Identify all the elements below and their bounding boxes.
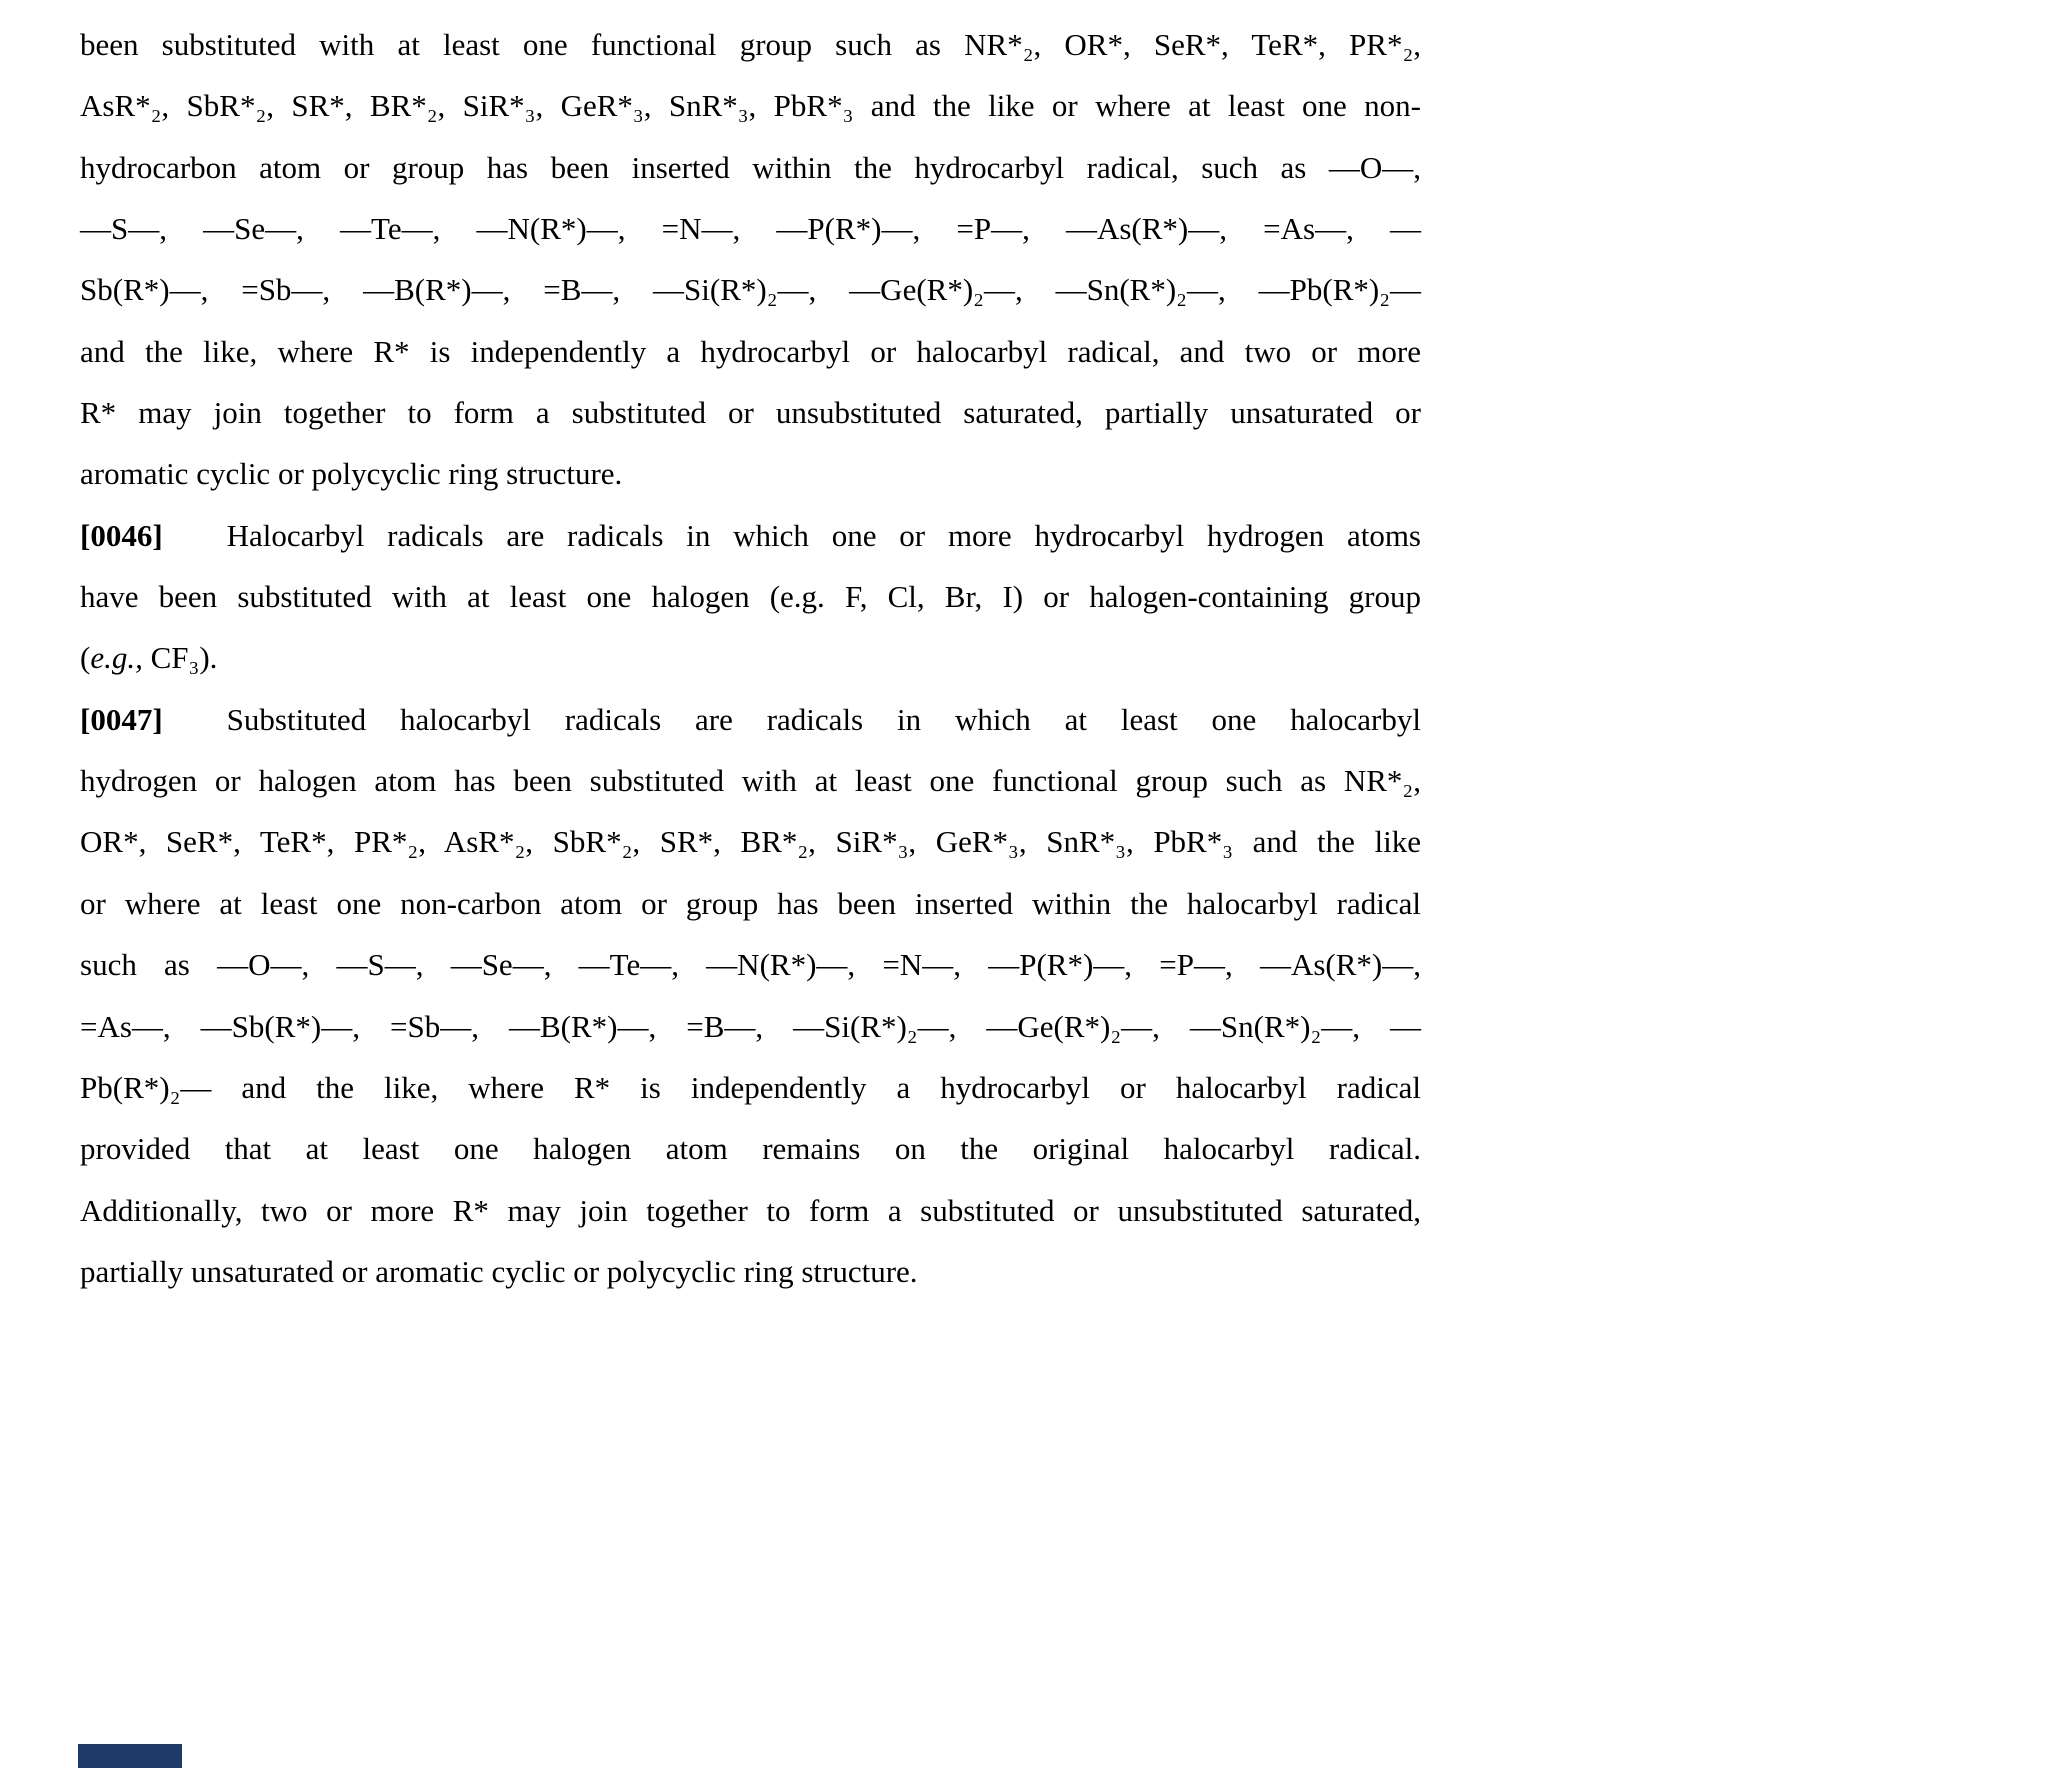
text-line	[80, 75, 1421, 136]
text-run: hydrocarbon atom or group has been inserted within the hydrocarbyl radical, such as —O—,	[80, 149, 1421, 185]
text-line	[80, 1057, 1421, 1118]
text-line	[80, 1241, 1421, 1302]
text-line	[80, 873, 1421, 934]
text-line	[80, 996, 1421, 1057]
text-line	[80, 321, 1421, 382]
text-run: hydrogen or halogen atom has been substituted with at least one functional group such as NR*₂,	[80, 763, 1421, 799]
text-run: been substituted with at least one functional group such as NR*₂, OR*, SeR*, TeR*, PR*₂,	[80, 27, 1421, 62]
text-run: and the like, where R* is independently a hydrocarbyl or halocarbyl radical, and two or more	[80, 333, 1421, 369]
paragraph-number: [0046]	[80, 517, 163, 553]
text-run: or where at least one non-carbon atom or group has been inserted within the halocarbyl radical	[80, 885, 1421, 921]
text-line	[80, 934, 1421, 995]
text-run: =As—, —Sb(R*)—, =Sb—, —B(R*)—, =B—, —Si(R*)₂—, —Ge(R*)₂—, —Sn(R*)₂—, —	[80, 1008, 1421, 1044]
text-line	[80, 689, 1421, 750]
text-line	[80, 137, 1421, 198]
text-line	[80, 198, 1421, 259]
text-run: have been substituted with at least one halogen (e.g. F, Cl, Br, I) or halogen-containing group	[80, 579, 1421, 615]
paragraph-0045-continuation	[80, 14, 1421, 505]
bottom-left-blue-artifact	[78, 1744, 182, 1768]
text-run: Additionally, two or more R* may join together to form a substituted or unsubstituted saturated,	[80, 1192, 1421, 1228]
text-run: Pb(R*)₂— and the like, where R* is independently a hydrocarbyl or halocarbyl radical	[80, 1069, 1421, 1105]
text-run: aromatic cyclic or polycyclic ring structure.	[80, 456, 623, 492]
text-line	[80, 14, 1421, 75]
text-run: AsR*₂, SbR*₂, SR*, BR*₂, SiR*₃, GeR*₃, SnR*₃, PbR*₃ and the like or where at least one non-	[80, 88, 1421, 124]
text-line	[80, 811, 1421, 872]
text-line	[80, 443, 1421, 504]
text-run: Substituted halocarbyl radicals are radicals in which at least one halocarbyl	[226, 701, 1421, 737]
text-run: provided that at least one halogen atom remains on the original halocarbyl radical.	[80, 1131, 1421, 1167]
text-line	[80, 627, 1421, 688]
text-line	[80, 566, 1421, 627]
text-run: (	[80, 640, 91, 676]
paragraph-0047	[80, 689, 1421, 1302]
text-line	[80, 750, 1421, 811]
text-run: partially unsaturated or aromatic cyclic or polycyclic ring structure.	[80, 1253, 918, 1289]
text-line	[80, 1118, 1421, 1179]
text-run: —S—, —Se—, —Te—, —N(R*)—, =N—, —P(R*)—, =P—, —As(R*)—, =As—, —	[80, 211, 1421, 247]
paragraph-number: [0047]	[80, 701, 163, 737]
text-line	[80, 382, 1421, 443]
text-run: OR*, SeR*, TeR*, PR*₂, AsR*₂, SbR*₂, SR*, BR*₂, SiR*₃, GeR*₃, SnR*₃, PbR*₃ and the like	[80, 824, 1421, 860]
text-column	[80, 14, 1421, 1302]
text-run: e.g.,	[90, 640, 143, 676]
paragraph-0046	[80, 505, 1421, 689]
text-run: CF₃).	[142, 640, 218, 676]
text-line	[80, 259, 1421, 320]
text-run: such as —O—, —S—, —Se—, —Te—, —N(R*)—, =N—, —P(R*)—, =P—, —As(R*)—,	[80, 947, 1421, 983]
text-line	[80, 1180, 1421, 1241]
text-line	[80, 505, 1421, 566]
text-run: Halocarbyl radicals are radicals in which one or more hydrocarbyl hydrogen atoms	[226, 517, 1421, 553]
text-run: Sb(R*)—, =Sb—, —B(R*)—, =B—, —Si(R*)₂—, —Ge(R*)₂—, —Sn(R*)₂—, —Pb(R*)₂—	[80, 272, 1421, 308]
text-run: R* may join together to form a substituted or unsubstituted saturated, partially unsaturated or	[80, 395, 1421, 431]
